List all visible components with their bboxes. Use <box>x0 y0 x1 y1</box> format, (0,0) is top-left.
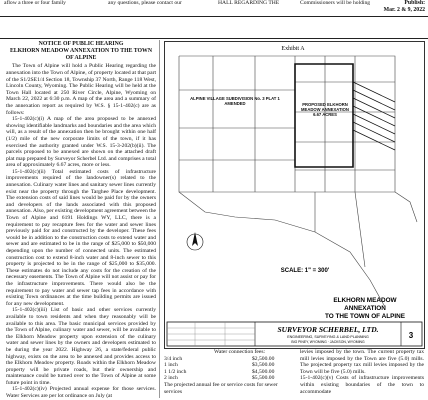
publish-label: Publish: <box>404 0 425 6</box>
water-fee-table <box>164 349 284 395</box>
fee-size: 1 inch <box>164 362 178 369</box>
annexation-plat-drawing <box>165 42 424 348</box>
fee-size: 3/4 inch <box>164 355 183 362</box>
notice-paragraph: 15-1-402(c)(ii) Total estimated costs of infrastructure improvements required of the landowner(s) related to the annexation. Culinary water lines and sanitary sewer lines currently exist near the property through the Targhee Place development. The extension costs of said lines would be paid for by the owners and developers of the lands associated with this proposed annexation. Also, per existing development agreement between the Town of Alpine and 6191 Holdings WY, LLC, there is a requirement to pay recapture fees for the water and sewer lines previously paid for and constructed by the developer. These fees would be in addition to the construction costs to extend water and sewer and are estimated to be in the range of $25,000 to $50,000 depending upon the number of connected units. The estimated construction cost to extend 8-inch water and 8-inch sewer to this property is projected to be in the range of $25,000 to $35,000. These estimates do not include any costs for the creation of the necessary easements. The Town of Alpine will not assist or pay for the infrastructure improvements. There would also be the requirement to pay water and sewer tap fees in accordance with existing Town ordinances at the time building permits are issued for any new development. <box>6 168 156 307</box>
notice-paragraph: The Town of Alpine will hold a Public Hearing regarding the annexation into the Town of Alpine, of property located at that part of the S1/2SE1/4 Section 18, Township 37 North, Range 118 West, Lincoln County, Wyoming. The Public Hearing will be held at the Town Hall located at 250 River Circle, Alpine, Wyoming on March 22, 2022 at 6:30 p.m. A map of the area and a summary of the annexation report as required by W.S. § 15-1-402(c) are as follows: <box>6 63 156 116</box>
north-arrow-icon <box>187 232 203 250</box>
map-title-line2: ANNEXATION <box>344 305 386 312</box>
sheet-number: 3 <box>408 331 414 340</box>
publish-dates <box>384 0 425 14</box>
top-fragment-row <box>0 0 428 14</box>
fee-amount: $4,500.00 <box>252 368 275 375</box>
sewer-fee-note: The projected annual fee or service costs for sewer services <box>164 381 278 395</box>
tax-levy-text <box>300 349 424 395</box>
map-scale: SCALE: 1" = 300' <box>280 268 330 274</box>
top-fragment-4: Commissioners will be holding <box>300 0 371 6</box>
notice-title: NOTICE OF PUBLIC HEARING <box>38 41 124 47</box>
column-divider <box>159 40 160 398</box>
notice-subtitle: ELKHORN MEADOW ANNEXATION TO THE TOWN OF ALPINE <box>9 47 153 61</box>
top-fragment-2: any questions, please contact our <box>108 0 182 6</box>
fee-size: 1 1/2 inch <box>164 368 187 375</box>
fee-amount: $2,500.00 <box>252 355 275 362</box>
top-fragment-1: aflow a three or four family <box>4 0 66 6</box>
surveyor-name: SURVEYOR SCHERBEL, LTD. <box>277 325 379 334</box>
section-divider <box>0 38 428 39</box>
fee-size: 2 inch <box>164 375 178 382</box>
fee-header-label: Water connection fees: <box>214 349 266 355</box>
notice-paragraph: 15-1-402(c)(i) A map of the area proposed to be annexed showing identifiable landmarks and boundaries and the area which will, as a result of the annexation then be brought within one half (1/2) mile of the new corporate limits of the town, if it has exercised the authority granted under W.S. 15-3-202(b)(ii). The parcels proposed to be annexed are shown on the attached draft plat map prepared by Surveyor Scherbel Ltd. and comprises a total area of approximately 6.67 acres, more or less. <box>6 116 156 169</box>
fee-amount: $3,500.00 <box>252 362 275 369</box>
exhibit-a-map <box>164 41 425 349</box>
top-divider <box>0 16 428 17</box>
surveyor-address: BIG PINEY, WYOMING · JACKSON, WYOMING <box>291 340 365 344</box>
fee-row <box>164 362 284 369</box>
fee-header <box>164 349 284 356</box>
proposed-annexation-label: PROPOSED ELKHORN MEADOW ANNEXATION 6.67 ACRES <box>301 102 349 117</box>
infrastructure-paragraph: 15-1-402(c)(v) Costs of infrastructure improvements within existing boundaries of the town to accommodate <box>300 375 424 395</box>
exhibit-label: Exhibit A <box>281 46 305 52</box>
notice-paragraph: 15-1-402(c)(iv) Projected annual expense for those services. Water Services are per lot ordinance on July (at <box>6 386 156 400</box>
revision-table <box>167 322 255 346</box>
top-fragment-3: HALL REGARDING THE <box>218 0 280 6</box>
publish-date-value: Mar. 2 & 9, 2022 <box>383 6 425 13</box>
map-title-line3: TO THE TOWN OF ALPINE <box>324 313 406 320</box>
public-hearing-notice <box>6 41 156 400</box>
fee-row <box>164 375 284 382</box>
surveyor-subtitle: ENGINEERING, SURVEYING & LAND PLANNING <box>287 335 369 339</box>
notice-paragraph: 15-1-402(c)(iii) List of basic and other services currently available to town residents and when they reasonably will be available to this area. The basic municipal services provided by the Town of Alpine, culinary water and sewer, will be available to the Elkhorn Meadow property upon extension of the culinary water and sewer lines by the owners and developers estimated to be during the year 2022. Highway 26, a state/federal public highway, exists on the area to be annexed and provides access to the Elkhorn Meadow property. Roads within the Elkhorn Meadow property will be private roads, but their ownership and maintenance could be turned over to the Town of Alpine at some future point in time. <box>6 307 156 386</box>
tax-levy-paragraph: levies imposed by the town. The current property tax mill levies imposed by the Town are five (5.0) mills. The projected property tax mill levies imposed by the Town will be five (5.0) mills. <box>300 349 424 375</box>
map-title-line1: ELKHORN MEADOW <box>333 297 397 304</box>
fee-amount: $5,500.00 <box>252 375 275 382</box>
village-subdivision-label: ALPINE VILLAGE SUBDIVISION No. 3 PLAT 1 AMENDED <box>190 96 280 106</box>
hatched-strip <box>353 82 395 150</box>
